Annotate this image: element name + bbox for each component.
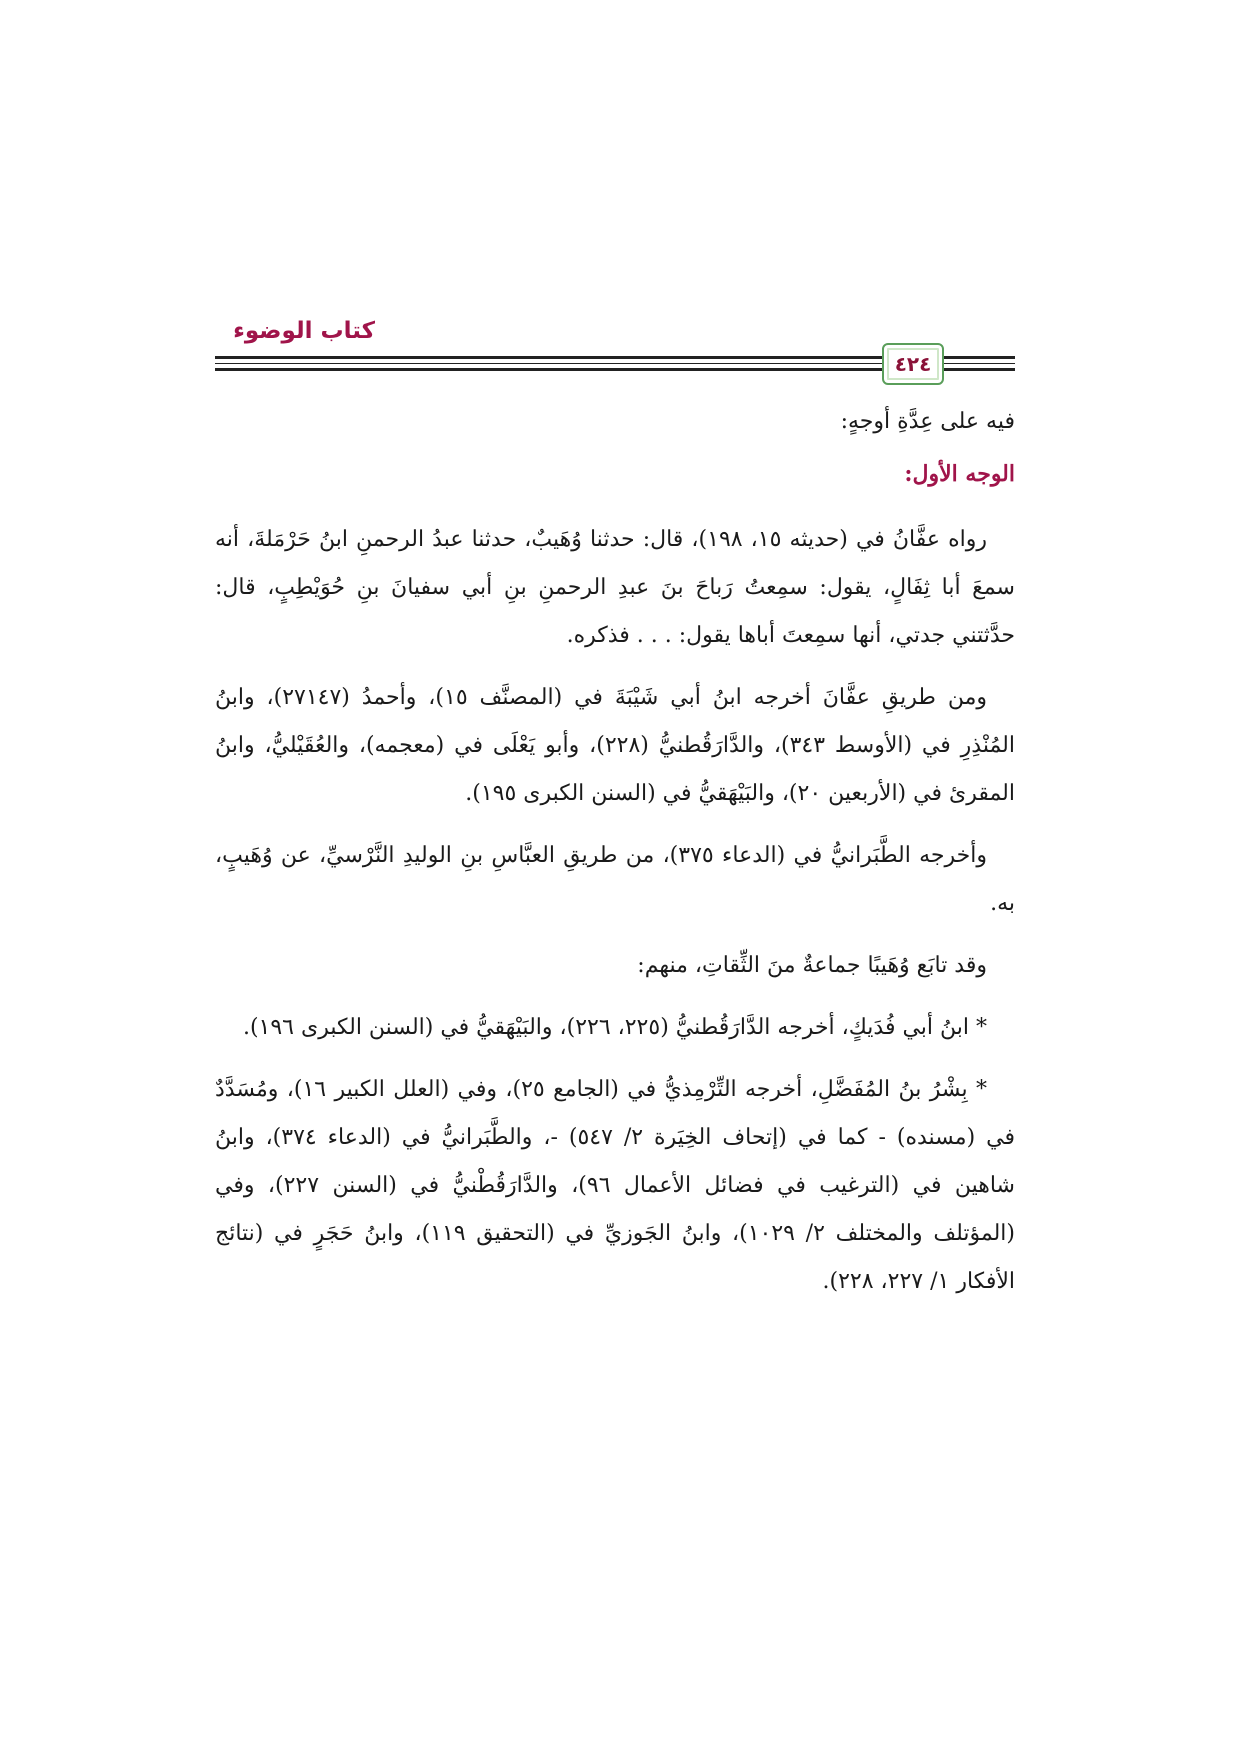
paragraph: رواه عفَّانُ في (حديثه ١٥، ١٩٨)، قال: حدثنا وُهَيبٌ، حدثنا عبدُ الرحمنِ ابنُ حَرْمَلةَ، أنه سمعَ أبا ثِفَالٍ، يقول: سمِعتُ رَباحَ بنَ عبدِ الرحمنِ بنِ أبي سفيانَ بنِ حُوَيْطِبٍ، قال: حدَّثتني جدتي، أنها سمِعتَ أباها يقول: . . . فذكره. <box>215 527 1015 648</box>
paragraph: وقد تابَع وُهَيبًا جماعةٌ منَ الثِّقاتِ، منهم: <box>637 953 987 978</box>
paragraph: ومن طريقِ عفَّانَ أخرجه ابنُ أبي شَيْبَةَ في (المصنَّف ١٥)، وأحمدُ (٢٧١٤٧)، وابنُ المُنْذِرِ في (الأوسط ٣٤٣)، والدَّارَقُطنيُّ (٢٢٨)، وأبو يَعْلَى في (معجمه)، والعُقَيْليُّ، وابنُ المقرئ في (الأربعين ٢٠)، والبَيْهَقيُّ في (السنن الكبرى ١٩٥). <box>215 685 1015 806</box>
paragraph: * ابنُ أبي فُدَيكٍ، أخرجه الدَّارَقُطنيُّ (٢٢٥، ٢٢٦)، والبَيْهَقيُّ في (السنن الكبرى ١٩٦). <box>242 1015 987 1040</box>
paragraph: وأخرجه الطَّبَرانيُّ في (الدعاء ٣٧٥)، من طريقِ العبَّاسِ بنِ الوليدِ النَّرْسيِّ، عن وُهَيبٍ، به. <box>215 843 1015 916</box>
page-header <box>215 318 1015 382</box>
book-title: كتاب الوضوء <box>233 318 375 344</box>
intro-line: فيه على عِدَّةِ أوجهٍ: <box>840 409 1015 434</box>
page-number: ٤٢٤ <box>894 352 932 376</box>
page-number-badge <box>882 343 944 385</box>
paragraph: * بِشْرُ بنُ المُفَضَّلِ، أخرجه التِّرْمِذيُّ في (الجامع ٢٥)، وفي (العلل الكبير ١٦)، ومُسَدَّدٌ في (مسنده) - كما في (إتحاف الخِيَرة ٢/ ٥٤٧) -، والطَّبَرانيُّ في (الدعاء ٣٧٤)، وابنُ شاهين في (الترغيب في فضائل الأعمال ٩٦)، والدَّارَقُطْنيُّ في (السنن ٢٢٧)، وفي (المؤتلف والمختلف ٢/ ١٠٢٩)، وابنُ الجَوزيِّ في (التحقيق ١١٩)، وابنُ حَجَرٍ في (نتائج الأفكار ١/ ٢٢٧، ٢٢٨). <box>215 1077 1015 1294</box>
page-body <box>215 398 1015 1306</box>
section-heading: الوجه الأول: <box>904 461 1015 487</box>
